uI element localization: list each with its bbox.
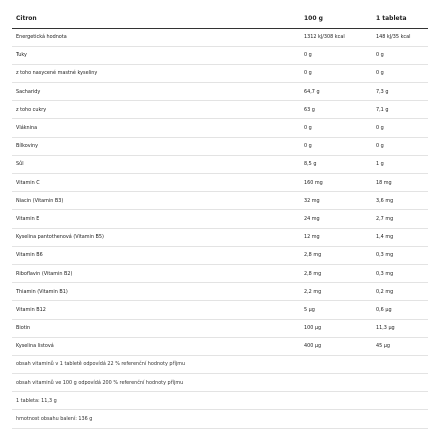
table-row: [12, 83, 428, 101]
nutrient-name: z toho nasycené mastné kyseliny: [12, 64, 300, 82]
table-row: [12, 28, 428, 46]
table-row: [12, 319, 428, 337]
nutrient-name: Sůl: [12, 155, 300, 173]
nutrient-name: Niacin (Vitamin B3): [12, 192, 300, 210]
table-row: [12, 210, 428, 228]
note-row: [12, 410, 428, 428]
value-per-100g: 12 mg: [300, 228, 372, 246]
value-per-100g: 0 g: [300, 119, 372, 137]
value-per-tablet: 11,3 µg: [372, 319, 428, 337]
value-per-tablet: 0,3 mg: [372, 246, 428, 264]
nutrition-notes: [12, 355, 428, 428]
table-row: [12, 246, 428, 264]
value-per-tablet: 1,4 mg: [372, 228, 428, 246]
value-per-tablet: 1 g: [372, 155, 428, 173]
nutrient-name: Vitamin E: [12, 210, 300, 228]
value-per-100g: 1312 kJ/308 kcal: [300, 28, 372, 46]
header-per-100g: 100 g: [300, 10, 372, 28]
note-text: obsah vitaminů v 1 tabletě odpovídá 22 % referenční hodnoty příjmu: [12, 355, 428, 373]
table-row: [12, 101, 428, 119]
value-per-tablet: 2,7 mg: [372, 210, 428, 228]
nutrient-name: Kyselina pantothenová (Vitamin B5): [12, 228, 300, 246]
nutrient-name: Vláknina: [12, 119, 300, 137]
value-per-100g: 5 µg: [300, 301, 372, 319]
table-row: [12, 301, 428, 319]
nutrient-name: Vitamin B12: [12, 301, 300, 319]
nutrient-name: Tuky: [12, 46, 300, 64]
nutrient-name: Sacharidy: [12, 83, 300, 101]
note-text: hmotnost obsahu balení: 136 g: [12, 410, 428, 428]
value-per-100g: 64,7 g: [300, 83, 372, 101]
value-per-tablet: 148 kJ/35 kcal: [372, 28, 428, 46]
nutrition-rows: [12, 28, 428, 355]
nutrient-name: Vitamin B6: [12, 246, 300, 264]
table-row: [12, 137, 428, 155]
value-per-100g: 0 g: [300, 137, 372, 155]
nutrient-name: Vitamin C: [12, 174, 300, 192]
value-per-100g: 2,2 mg: [300, 283, 372, 301]
value-per-100g: 0 g: [300, 46, 372, 64]
value-per-tablet: 45 µg: [372, 337, 428, 355]
note-text: 1 tableta: 11,3 g: [12, 392, 428, 410]
nutrient-name: Riboflavin (Vitamin B2): [12, 264, 300, 282]
table-row: [12, 64, 428, 82]
table-row: [12, 46, 428, 64]
value-per-tablet: 0 g: [372, 46, 428, 64]
value-per-100g: 24 mg: [300, 210, 372, 228]
value-per-100g: 2,8 mg: [300, 246, 372, 264]
note-text: obsah vitaminů ve 100 g odpovídá 200 % referenční hodnoty příjmu: [12, 374, 428, 392]
value-per-tablet: 0,6 µg: [372, 301, 428, 319]
nutrient-name: Energetická hodnota: [12, 28, 300, 46]
value-per-tablet: 7,3 g: [372, 83, 428, 101]
value-per-100g: 0 g: [300, 64, 372, 82]
value-per-tablet: 0 g: [372, 137, 428, 155]
value-per-100g: 100 µg: [300, 319, 372, 337]
table-row: [12, 174, 428, 192]
nutrition-table: [12, 10, 428, 429]
table-row: [12, 264, 428, 282]
nutrient-name: Thiamin (Vitamin B1): [12, 283, 300, 301]
value-per-100g: 160 mg: [300, 174, 372, 192]
table-row: [12, 119, 428, 137]
table-row: [12, 228, 428, 246]
value-per-tablet: 0 g: [372, 64, 428, 82]
nutrient-name: z toho cukry: [12, 101, 300, 119]
value-per-tablet: 7,1 g: [372, 101, 428, 119]
value-per-tablet: 0 g: [372, 119, 428, 137]
value-per-100g: 63 g: [300, 101, 372, 119]
value-per-100g: 2,8 mg: [300, 264, 372, 282]
value-per-tablet: 0,3 mg: [372, 264, 428, 282]
value-per-tablet: 18 mg: [372, 174, 428, 192]
table-row: [12, 155, 428, 173]
header-per-tablet: 1 tableta: [372, 10, 428, 28]
table-row: [12, 283, 428, 301]
nutrient-name: Kyselina listová: [12, 337, 300, 355]
nutrient-name: Biotin: [12, 319, 300, 337]
note-row: [12, 392, 428, 410]
header-product: Citron: [12, 10, 300, 28]
note-row: [12, 374, 428, 392]
table-header-row: [12, 10, 428, 28]
note-row: [12, 355, 428, 373]
table-row: [12, 337, 428, 355]
value-per-tablet: 0,2 mg: [372, 283, 428, 301]
value-per-100g: 400 µg: [300, 337, 372, 355]
nutrient-name: Bílkoviny: [12, 137, 300, 155]
table-row: [12, 192, 428, 210]
value-per-tablet: 3,6 mg: [372, 192, 428, 210]
value-per-100g: 8,5 g: [300, 155, 372, 173]
value-per-100g: 32 mg: [300, 192, 372, 210]
